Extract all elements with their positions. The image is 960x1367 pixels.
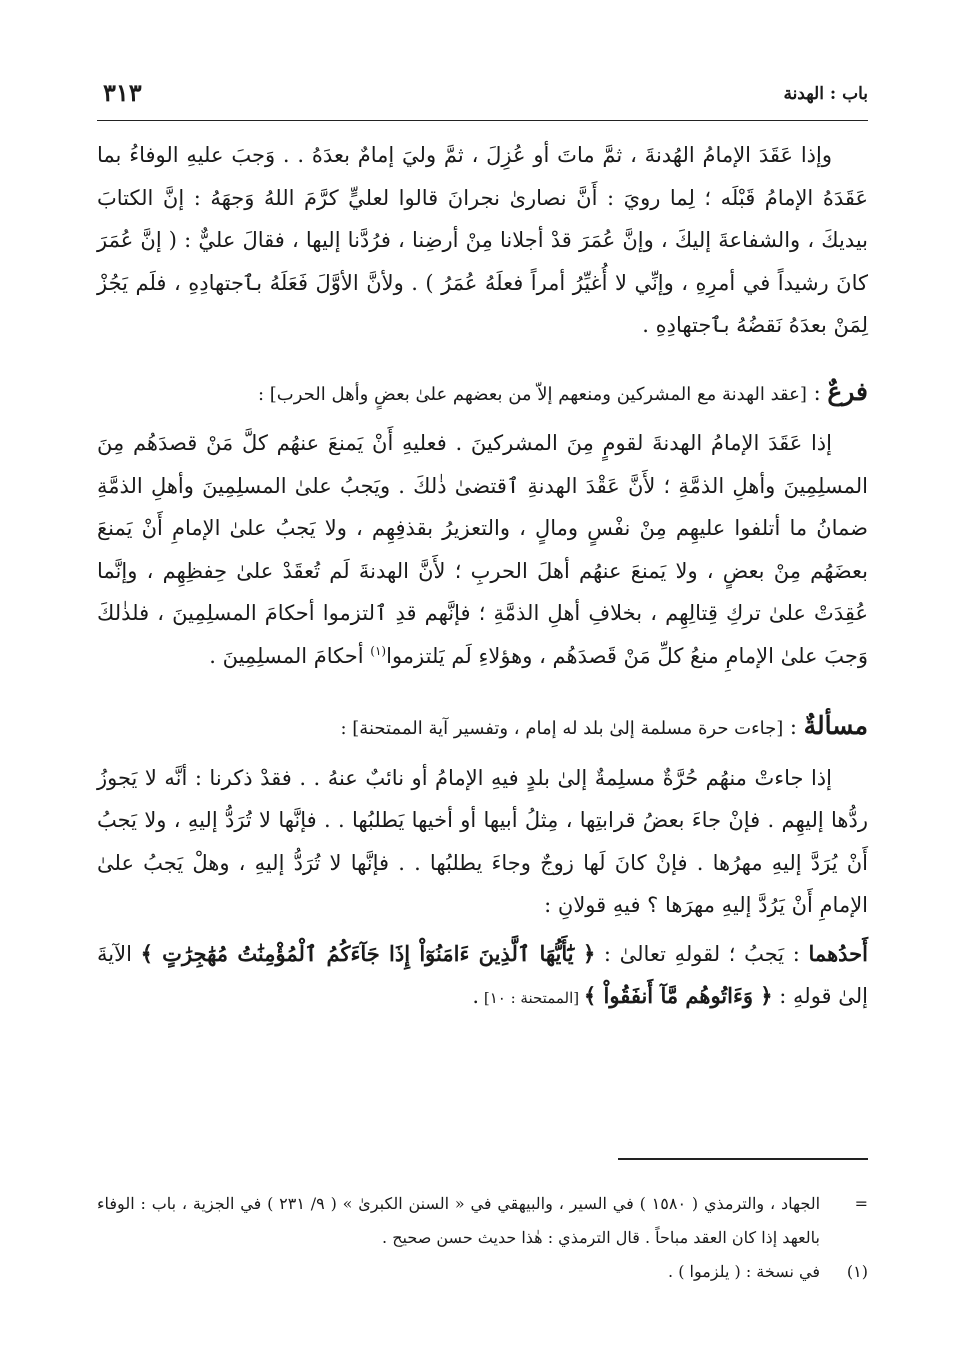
paragraph xyxy=(97,933,868,1020)
paragraph-text: أحكامَ المسلِمِينَ . xyxy=(209,643,371,668)
section-title: [جاءت حرة مسلمة إلىٰ بلد له إمام ، وتفسير آية الممتحنة] : xyxy=(340,718,784,739)
footnote-reference[interactable]: (١) xyxy=(370,643,387,658)
section-heading-masala xyxy=(97,705,868,751)
footnotes xyxy=(97,1187,868,1289)
paragraph-text: الآيةَ إلىٰ قولهِ : xyxy=(97,941,868,1008)
paragraph: إذا جاءتْ منهُم حُرَّةٌ مسلِمةٌ إلىٰ بلدٍ فيهِ الإمامُ أو نائبٌ عنهُ . . فقدْ ذكرنا : أنَّه لا يَجوزُ ردُّها إليهِم . فإنْ جاءَ بعضُ قرابتِها ، مِثلُ أبيها أو أخيها يَطلبُها . . فإنَّها لا تُرَدُّ إليهِ ، ولا يَجبُ أَنْ يُرَدَّ إليهِ مهرُها . فإنْ كانَ لَها زوجٌ وجاءَ يطلبُها . . فإنَّها لا تُرَدُّ إليهِ ، وهلْ يَجبُ علىٰ الإمامِ أَنْ يَرُدَّ إليهِ مهرَها ؟ فيهِ قولانِ : xyxy=(97,765,868,917)
paragraph-text: : يَجبُ ؛ لقولهِ تعالىٰ : xyxy=(595,941,809,966)
section-label: فرعٌ xyxy=(827,376,868,406)
footnote xyxy=(97,1187,868,1255)
paragraph xyxy=(97,422,868,677)
footnote-marker: (١) xyxy=(846,1262,868,1281)
main-text xyxy=(97,134,868,1020)
quran-verse: ﴿ وَءَاتُوهُم مَّآ أَنفَقُواْ ﴾ xyxy=(583,983,773,1008)
quran-verse: ﴿ يَٰٓأَيُّهَا ٱلَّذِينَ ءَامَنُوٓاْ إِذَا جَآءَكُمُ ٱلْمُؤْمِنَٰتُ مُهَٰجِرَٰتٍ ﴾ xyxy=(140,940,596,966)
verse-citation: [الممتحنة : ١٠] xyxy=(479,989,584,1007)
footnote-divider xyxy=(618,1158,868,1160)
page-header xyxy=(97,78,868,121)
footnote-text: الجهاد ، والترمذي ( ١٥٨٠ ) في السير ، والبيهقي في « السنن الكبرىٰ » ( ٩/ ٢٣١ ) في الجزية ، باب : الوفاء بالعهد إذا كان العقد مباحاً . قال الترمذي : هٰذا حديث حسن صحيح . xyxy=(97,1194,821,1247)
footnote-text: في نسخة : ( يلزموا ) . xyxy=(668,1262,820,1281)
section-label: مسألةٌ xyxy=(803,711,868,740)
section-heading-far xyxy=(97,371,868,417)
page-number: ٣١٣ xyxy=(103,78,142,107)
separator: : xyxy=(806,380,828,405)
running-title: باب : الهدنة xyxy=(783,84,868,104)
footnote-marker: = xyxy=(854,1194,868,1213)
paragraph-text: إذا عَقَدَ الإمامُ الهدنةَ لقومٍ مِنَ المشركينَ . فعليهِ أَنْ يَمنعَ عنهُم كلَّ مَنْ قصدَهُم مِنَ المسلِمِينَ وأهلِ الذمَّةِ ؛ لأَنَّ عَقْدَ الهدنةِ ٱقتضىٰ ذٰلكَ . ويَجبُ علىٰ المسلِمِينَ وأهلِ الذمَّةِ ضمانُ ما أتلفوا عليهِم مِنْ نفْسٍ ومالٍ ، والتعزيرُ بقذفِهِم ، ولا يَجبُ علىٰ الإمامِ أَنْ يَمنعَ بعضَهُم مِنْ بعضٍ ، ولا يَمنعَ عنهُم أهلَ الحربِ ؛ لأَنَّ الهدنةَ لَم تُعقَدْ علىٰ حِفظِهِم ، وإنَّما عُقِدَتْ علىٰ تركِ قِتالِهِم ، بخلافِ أهلِ الذمَّةِ ؛ فإنَّهم قدِ ٱلتزموا أحكامَ المسلِمِينَ ، فلذٰلكَ وَجبَ علىٰ الإمامِ منعُ كلِّ مَنْ قَصدَهُم ، وهؤلاءِ لَم يَلتزموا xyxy=(97,431,868,668)
section-title: [عقد الهدنة مع المشركين ومنعهم إلاّ من بعضهم علىٰ بعضٍ وأهل الحرب] : xyxy=(257,383,807,405)
paragraph: وإذا عَقَدَ الإمامُ الهُدنةَ ، ثمَّ ماتَ أو عُزِلَ ، ثمَّ وليَ إمامٌ بعدَهُ . . وَجبَ عليهِ الوفاءُ بما عَقَدَهُ الإمامُ قَبْلَه ؛ لِما رويَ : أَنَّ نصارىٰ نجرانَ قالوا لعليٍّ كرَّمَ اللهُ وَجهَهُ : إنَّ الكتابَ بيديكَ ، والشفاعةَ إليكَ ، وإنَّ عُمَرَ قدْ أجلانا مِنْ أرضِنا ، فرُدَّنا إليها ، فقالَ عليٌّ : ( إنَّ عُمَرَ كانَ رشيداً في أمرِهِ ، وإنِّي لا أُغيِّرُ أمراً فعلَهُ عُمَرُ ) . ولأنَّ الأوَّلَ فَعَلَهُ بٱجتهادِهِ ، فلَم يَجُزْ لِمَنْ بعدَهُ نَقضُهُ بٱجتهادِهِ . xyxy=(97,143,868,337)
paragraph-lead: أَحدُهما xyxy=(808,940,868,966)
paragraph-text: . xyxy=(472,984,480,1008)
footnote xyxy=(97,1255,868,1289)
separator: : xyxy=(783,715,804,739)
